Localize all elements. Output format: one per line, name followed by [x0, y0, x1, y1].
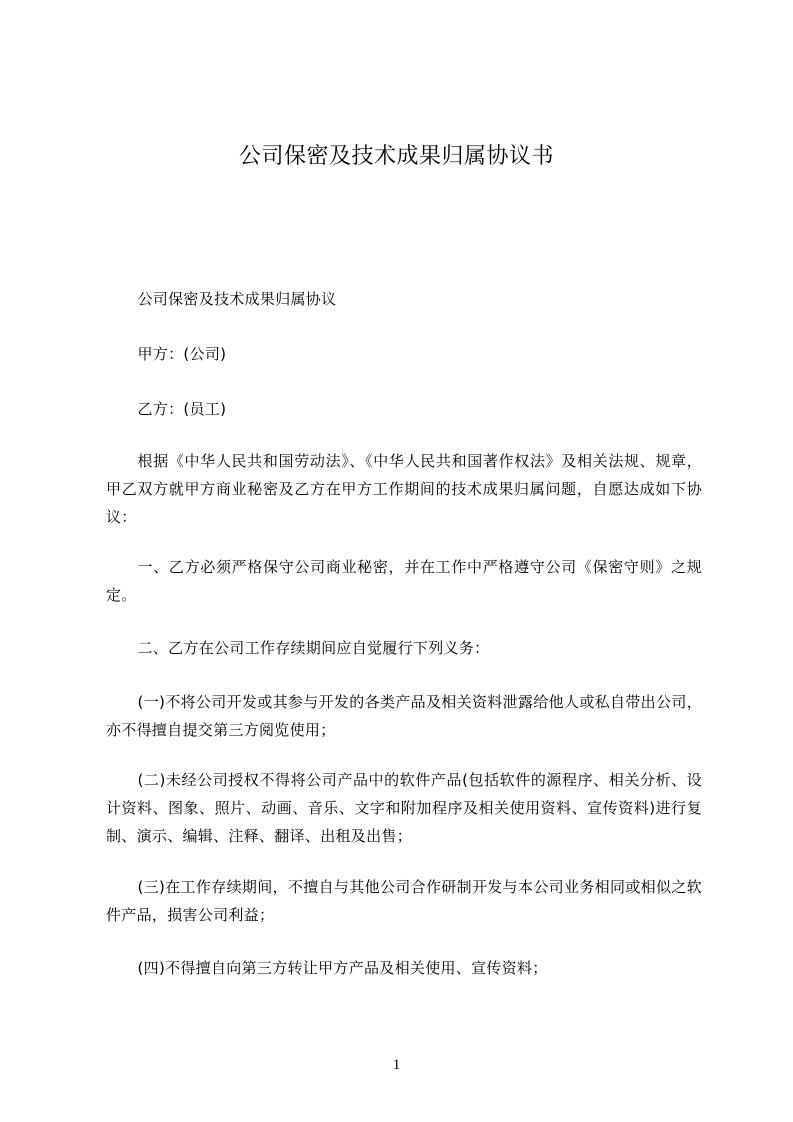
obligation-item-2: (二)未经公司授权不得将公司产品中的软件产品(包括软件的源程序、相关分析、设计资料、图象、照片、动画、音乐、文字和附加程序及相关使用资料、宣传资料)进行复制、演示、编辑、注释、翻译、出租及出售；	[106, 771, 702, 845]
obligation-item-1: (一)不将公司开发或其参与开发的各类产品及相关资料泄露给他人或私自带出公司，亦不得擅自提交第三方阅览使用；	[106, 693, 702, 739]
party-a-line: 甲方：(公司)	[137, 345, 227, 363]
party-b-line: 乙方：(员工)	[137, 400, 227, 418]
agreement-heading: 公司保密及技术成果归属协议	[137, 290, 337, 308]
preamble-paragraph: 根据《中华人民共和国劳动法》、《中华人民共和国著作权法》及相关法规、规章，甲乙双方就甲方商业秘密及乙方在甲方工作期间的技术成果归属问题，自愿达成如下协议：	[106, 452, 702, 526]
obligation-item-3: (三)在工作存续期间，不擅自与其他公司合作研制开发与本公司业务相同或相似之软件产品，损害公司利益；	[106, 878, 702, 924]
page-number: 1	[392, 1057, 401, 1073]
document-title: 公司保密及技术成果归属协议书	[238, 144, 554, 169]
obligation-item-4: (四)不得擅自向第三方转让甲方产品及相关使用、宣传资料；	[137, 959, 548, 977]
clause-one-paragraph: 一、乙方必须严格保守公司商业秘密，并在工作中严格遵守公司《保密守则》之规定。	[106, 558, 702, 604]
clause-two-paragraph: 二、乙方在公司工作存续期间应自觉履行下列义务：	[137, 639, 490, 657]
